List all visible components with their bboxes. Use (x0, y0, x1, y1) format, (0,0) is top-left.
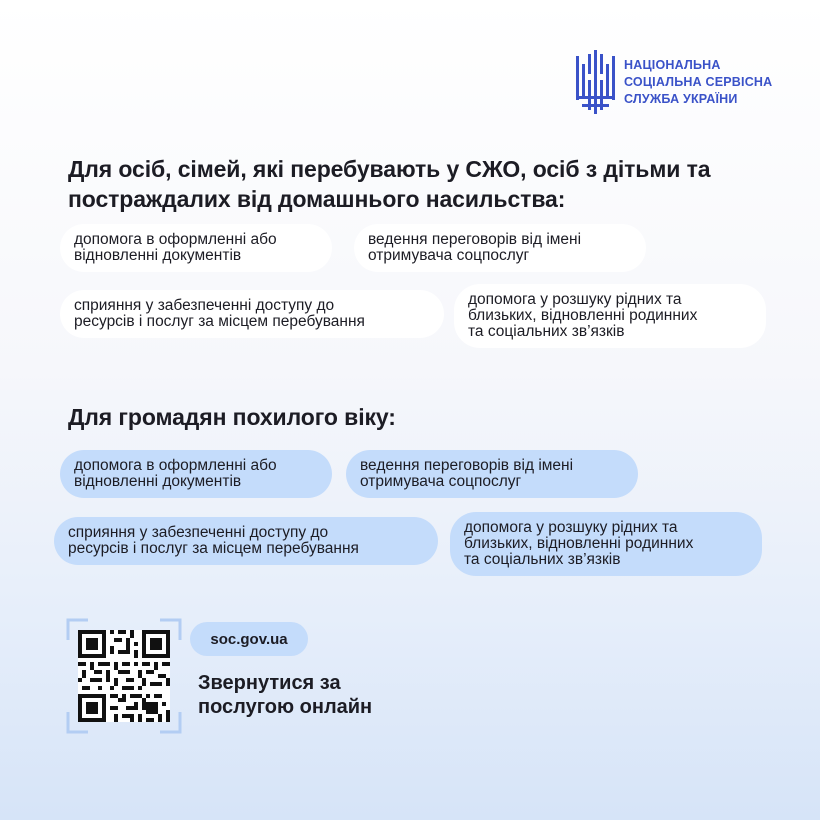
website-link[interactable]: soc.gov.ua (190, 622, 308, 656)
qr-code-icon[interactable] (78, 630, 170, 722)
service-pill-access: сприяння у забезпеченні доступу до ресурсів і послуг за місцем перебування (60, 290, 444, 338)
logo-line: СОЦІАЛЬНА СЕРВІСНА (624, 74, 773, 89)
section-heading-families: Для осіб, сімей, які перебувають у СЖО, осіб з дітьми та постраждалих від домашнього насильства: (68, 156, 711, 212)
service-pill-documents: допомога в оформленні або відновленні документів (60, 450, 332, 498)
logo-text (624, 57, 772, 108)
logo-line: СЛУЖБА УКРАЇНИ (624, 91, 738, 106)
service-pill-negotiations: ведення переговорів від імені отримувача соцпослуг (354, 224, 646, 272)
trident-logo-icon (574, 50, 616, 114)
service-pill-search-relatives: допомога у розшуку рідних та близьких, відновленні родинних та соціальних зв’язків (454, 284, 766, 348)
service-pill-negotiations: ведення переговорів від імені отримувача соцпослуг (346, 450, 638, 498)
service-pill-documents: допомога в оформленні або відновленні документів (60, 224, 332, 272)
logo (574, 50, 772, 114)
cta-text (198, 671, 372, 719)
section-heading-elderly: Для громадян похилого віку: (68, 404, 396, 430)
service-pill-access: сприяння у забезпеченні доступу до ресурсів і послуг за місцем перебування (54, 517, 438, 565)
cta-line: Звернутися за (198, 672, 341, 694)
logo-line: НАЦІОНАЛЬНА (624, 57, 721, 72)
service-pill-search-relatives: допомога у розшуку рідних та близьких, відновленні родинних та соціальних зв’язків (450, 512, 762, 576)
cta-line: послугою онлайн (198, 696, 373, 718)
